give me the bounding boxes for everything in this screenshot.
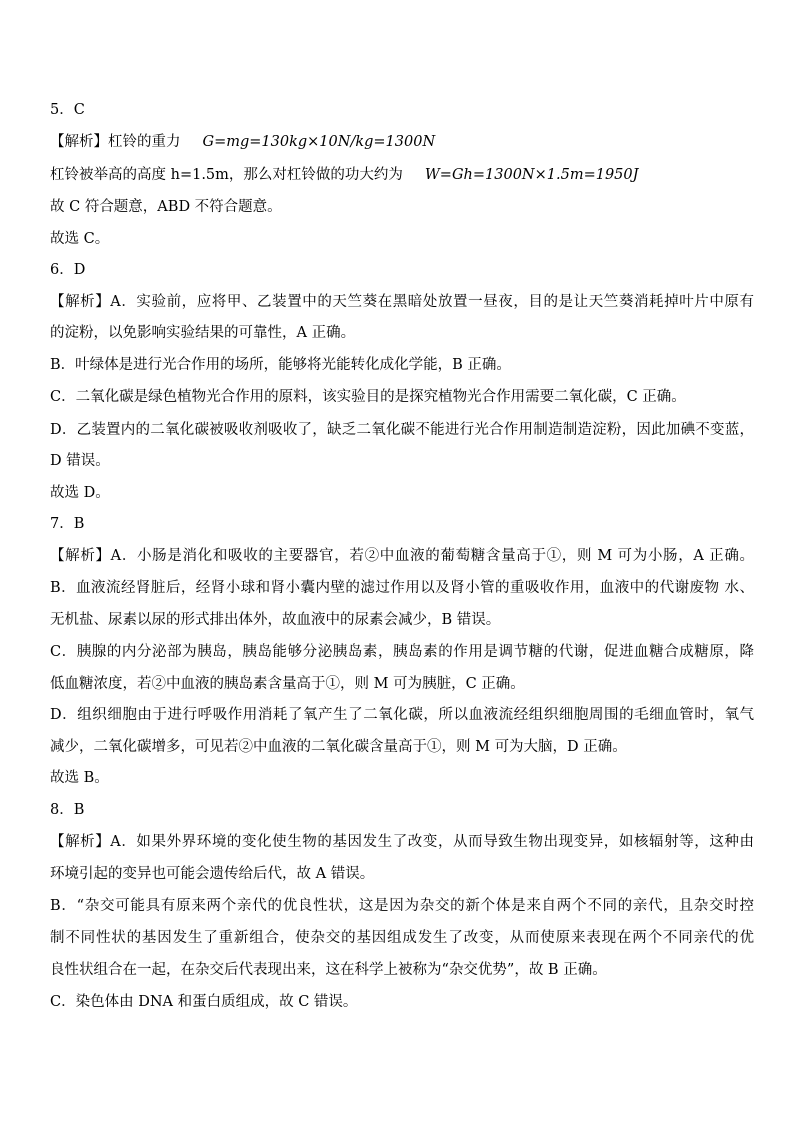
q7-line: B．血液流经肾脏后，经肾小球和肾小囊内壁的滤过作用以及肾小管的重吸收作用，血液中的代谢废物 水、 (50, 580, 754, 596)
q7-answer: 7．B (50, 516, 85, 532)
q6-line: 的淀粉，以免影响实验结果的可靠性，A 正确。 (50, 325, 356, 341)
q5-gravity-formula: G=mg=130kg×10N/kg=1300N (202, 134, 436, 150)
q7-line: C．胰腺的内分泌部为胰岛，胰岛能够分泌胰岛素，胰岛素的作用是调节糖的代谢，促进血糖合成糖原，降 (50, 644, 754, 660)
q6-line: 【解析】A．实验前，应将甲、乙装置中的天竺葵在黑暗处放置一昼夜，目的是让天竺葵消耗掉叶片中原有 (50, 294, 754, 310)
q6-line: 故选 D。 (50, 485, 110, 501)
q7-line: 无机盐、尿素以尿的形式排出体外，故血液中的尿素会减少，B 错误。 (50, 612, 501, 628)
q5-work-formula: W=Gh=1300N×1.5m=1950J (424, 167, 639, 183)
q8-line: 制不同性状的基因发生了重新组合，使杂交的基因组成发生了改变，从而使原来表现在两个不同亲代的优 (50, 930, 754, 946)
q7-line: 【解析】A．小肠是消化和吸收的主要器官，若②中血液的葡萄糖含量高于①，则 M 可为小肠，A 正确。 (50, 548, 754, 564)
q5-analysis-line-1 (50, 132, 754, 152)
q5-analysis-line-2 (50, 165, 754, 185)
q5-analysis-prefix: 【解析】杠铃的重力 (50, 134, 181, 150)
q6-line: B．叶绿体是进行光合作用的场所，能够将光能转化成化学能，B 正确。 (50, 357, 511, 373)
q5-choice: 故选 C。 (50, 231, 110, 247)
q7-line: 低血糖浓度，若②中血液的胰岛素含量高于①，则 M 可为胰脏，C 正确。 (50, 676, 525, 692)
q8-answer: 8．B (50, 802, 85, 818)
q6-answer: 6．D (50, 262, 86, 278)
q5-height-text: 杠铃被举高的高度 h=1.5m，那么对杠铃做的功大约为 (50, 167, 403, 183)
q7-line: 故选 B。 (50, 770, 109, 786)
q8-line: 良性状组合在一起，在杂交后代表现出来，这在科学上被称为“杂交优势”，故 B 正确。 (50, 962, 607, 978)
q5-conclusion: 故 C 符合题意，ABD 不符合题意。 (50, 199, 282, 215)
q8-line: B．“杂交可能具有原来两个亲代的优良性状，这是因为杂交的新个体是来自两个不同的亲代，且杂交时控 (50, 898, 754, 914)
q8-line: C．染色体由 DNA 和蛋白质组成，故 C 错误。 (50, 994, 358, 1010)
q6-line: C．二氧化碳是绿色植物光合作用的原料，该实验目的是探究植物光合作用需要二氧化碳，C 正确。 (50, 389, 686, 405)
q7-line: D．组织细胞由于进行呼吸作用消耗了氧产生了二氧化碳，所以血液流经组织细胞周围的毛细血管时，氧气 (50, 707, 754, 723)
q6-line: D 错误。 (50, 453, 110, 469)
q8-line: 环境引起的变异也可能会遗传给后代，故 A 错误。 (50, 866, 375, 882)
q5-answer: 5．C (50, 102, 85, 118)
q7-line: 减少，二氧化碳增多，可见若②中血液的二氧化碳含量高于①，则 M 可为大脑，D 正确。 (50, 739, 627, 755)
q8-line: 【解析】A．如果外界环境的变化使生物的基因发生了改变，从而导致生物出现变异，如核辐射等，这种由 (50, 834, 754, 850)
q6-line: D．乙装置内的二氧化碳被吸收剂吸收了，缺乏二氧化碳不能进行光合作用制造制造淀粉，因此加碘不变蓝， (50, 422, 754, 438)
